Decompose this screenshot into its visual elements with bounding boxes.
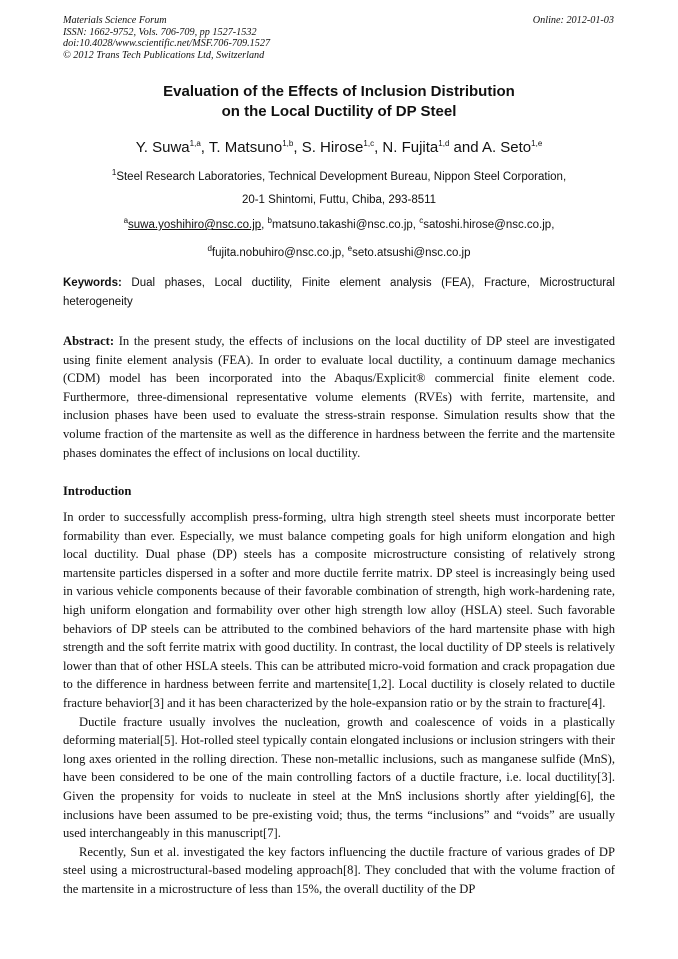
abstract-text: In the present study, the effects of inclusions on the local ductility of DP steel are investigated using finite element analysis (FEA). In order to evaluate local ductility, a continuum damage mechanics (CDM) model has been incorporated into the Abaqus/Explicit® commercial finite element code. Furthermore, three-dimensional representative volume elements (RVEs) with ferrite, martensite, and inclusion phases have been used to evaluate the stress-strain response. Simulation results show that the volume fraction of the martensite as well as the difference in hardness between the ferrite and the martensite phases dominates the effect of inclusions on local ductility. <box>63 334 615 460</box>
introduction-body <box>63 508 615 898</box>
email-link-a[interactable]: suwa.yoshihiro@nsc.co.jp <box>128 218 262 231</box>
paragraph: Recently, Sun et al. investigated the key factors influencing the ductile fracture of various grades of DP steel using a microstructural-based modeling approach[8]. They concluded that with the volume fraction of the martensite in a microstructure of less than 15%, the overall ductility of the DP <box>63 844 615 896</box>
introduction-heading: Introduction <box>63 484 132 498</box>
online-date: Online: 2012-01-03 <box>532 15 614 26</box>
author: A. Seto$^{1,e}$ <box>481 139 543 156</box>
journal-name: Materials Science Forum <box>63 15 167 26</box>
author: S. Hirose$^{1,c}$, <box>301 139 383 156</box>
author: T. Matsuno$^{1,b}$, <box>208 139 302 156</box>
email-list: $^a$suwa.yoshihiro@nsc.co.jp, $^b$matsuno.takashi@nsc.co.jp, $^c$satoshi.hirose@nsc.co.jp, $^d$fujita.nobuhiro@nsc.co.jp, $^e$seto.atsushi@nsc.co.jp <box>123 216 555 259</box>
email-b: matsuno.takashi@nsc.co.jp <box>272 218 413 231</box>
page-header <box>63 15 614 61</box>
title-line-2: on the Local Ductility of DP Steel <box>221 103 457 120</box>
author-list <box>0 134 678 158</box>
doi-line: doi:10.4028/www.scientific.net/MSF.706-709.1527 <box>63 38 271 50</box>
keywords-text: Dual phases, Local ductility, Finite element analysis (FEA), Fracture, Microstructural heterogeneity <box>63 277 615 308</box>
copyright-line: © 2012 Trans Tech Publications Ltd, Switzerland <box>63 49 265 61</box>
paper-title <box>0 82 678 122</box>
author: Y. Suwa$^{1,a}$, <box>135 139 209 156</box>
abstract-label: Abstract: <box>63 334 115 348</box>
issn-line: ISSN: 1662-9752, Vols. 706-709, pp 1527-1532 <box>63 26 257 38</box>
author: N. Fujita$^{1,d}$ and <box>382 139 482 156</box>
abstract <box>63 332 615 462</box>
title-line-1: Evaluation of the Effects of Inclusion Distribution <box>163 83 515 100</box>
paragraph: Ductile fracture usually involves the nucleation, growth and coalescence of voids in a plastically deforming material[5]. Hot-rolled steel typically contain elongated inclusions or inclusion stringers with their long axes oriented in the rolling direction. These non-metallic inclusions, such as manganese sulfide (MnS), have been considered to be one of the main controlling factors of a ductile fracture, i.e. local ductility[3]. Given the propensity for voids to nucleate in steel at the MnS inclusions shortly after yielding[6], the inclusions have been assumed to be pre-existing void; thus, the terms “inclusions” and “voids” are usually used interchangeably in this manuscript[7]. <box>63 714 615 841</box>
email-d: fujita.nobuhiro@nsc.co.jp <box>211 246 342 259</box>
paragraph: In order to successfully accomplish press-forming, ultra high strength steel sheets must incorporate better formability than ever. Especially, we must balance competing goals for high uniform elongation and high local ductility. Dual phase (DP) steels has a composite microstructure consisting of relatively strong martensite particles dispersed in a softer and more ductile ferrite matrix. DP steel is increasingly being used in various vehicle components because of their favorable combination of strength, high work-hardening rate, high uniform elongation and formability over other high strength low alloy (HSLA) steel. Such favorable behaviors of DP steels can be attributed to the combined behaviors of the hard martensite phase with high strength and the soft ferrite matrix with good ductility. In contrast, the local ductility of DP steels is relatively lower than that of other HSLA steels. This can be attributed micro-void formation and crack propagation due to the difference in hardness between ferrite and martensite[1,2]. Local ductility is closely related to ductile fracture behavior[3] and it has been characterized by the hole-expansion ratio or by the strain to fracture[4]. <box>63 510 615 710</box>
keywords-label: Keywords: <box>63 277 122 289</box>
affiliation: $^1$Steel Research Laboratories, Technical Development Bureau, Nippon Steel Corporation, 20-1 Shintomi, Futtu, Chiba, 293-8511 <box>0 161 678 212</box>
email-e: seto.atsushi@nsc.co.jp <box>352 246 471 259</box>
affiliation-line-1: Steel Research Laboratories, Technical Development Bureau, Nippon Steel Corporation, <box>116 170 567 183</box>
email-c: satoshi.hirose@nsc.co.jp <box>423 218 552 231</box>
keywords <box>63 274 615 312</box>
affiliation-line-2: 20-1 Shintomi, Futtu, Chiba, 293-8511 <box>241 193 437 206</box>
